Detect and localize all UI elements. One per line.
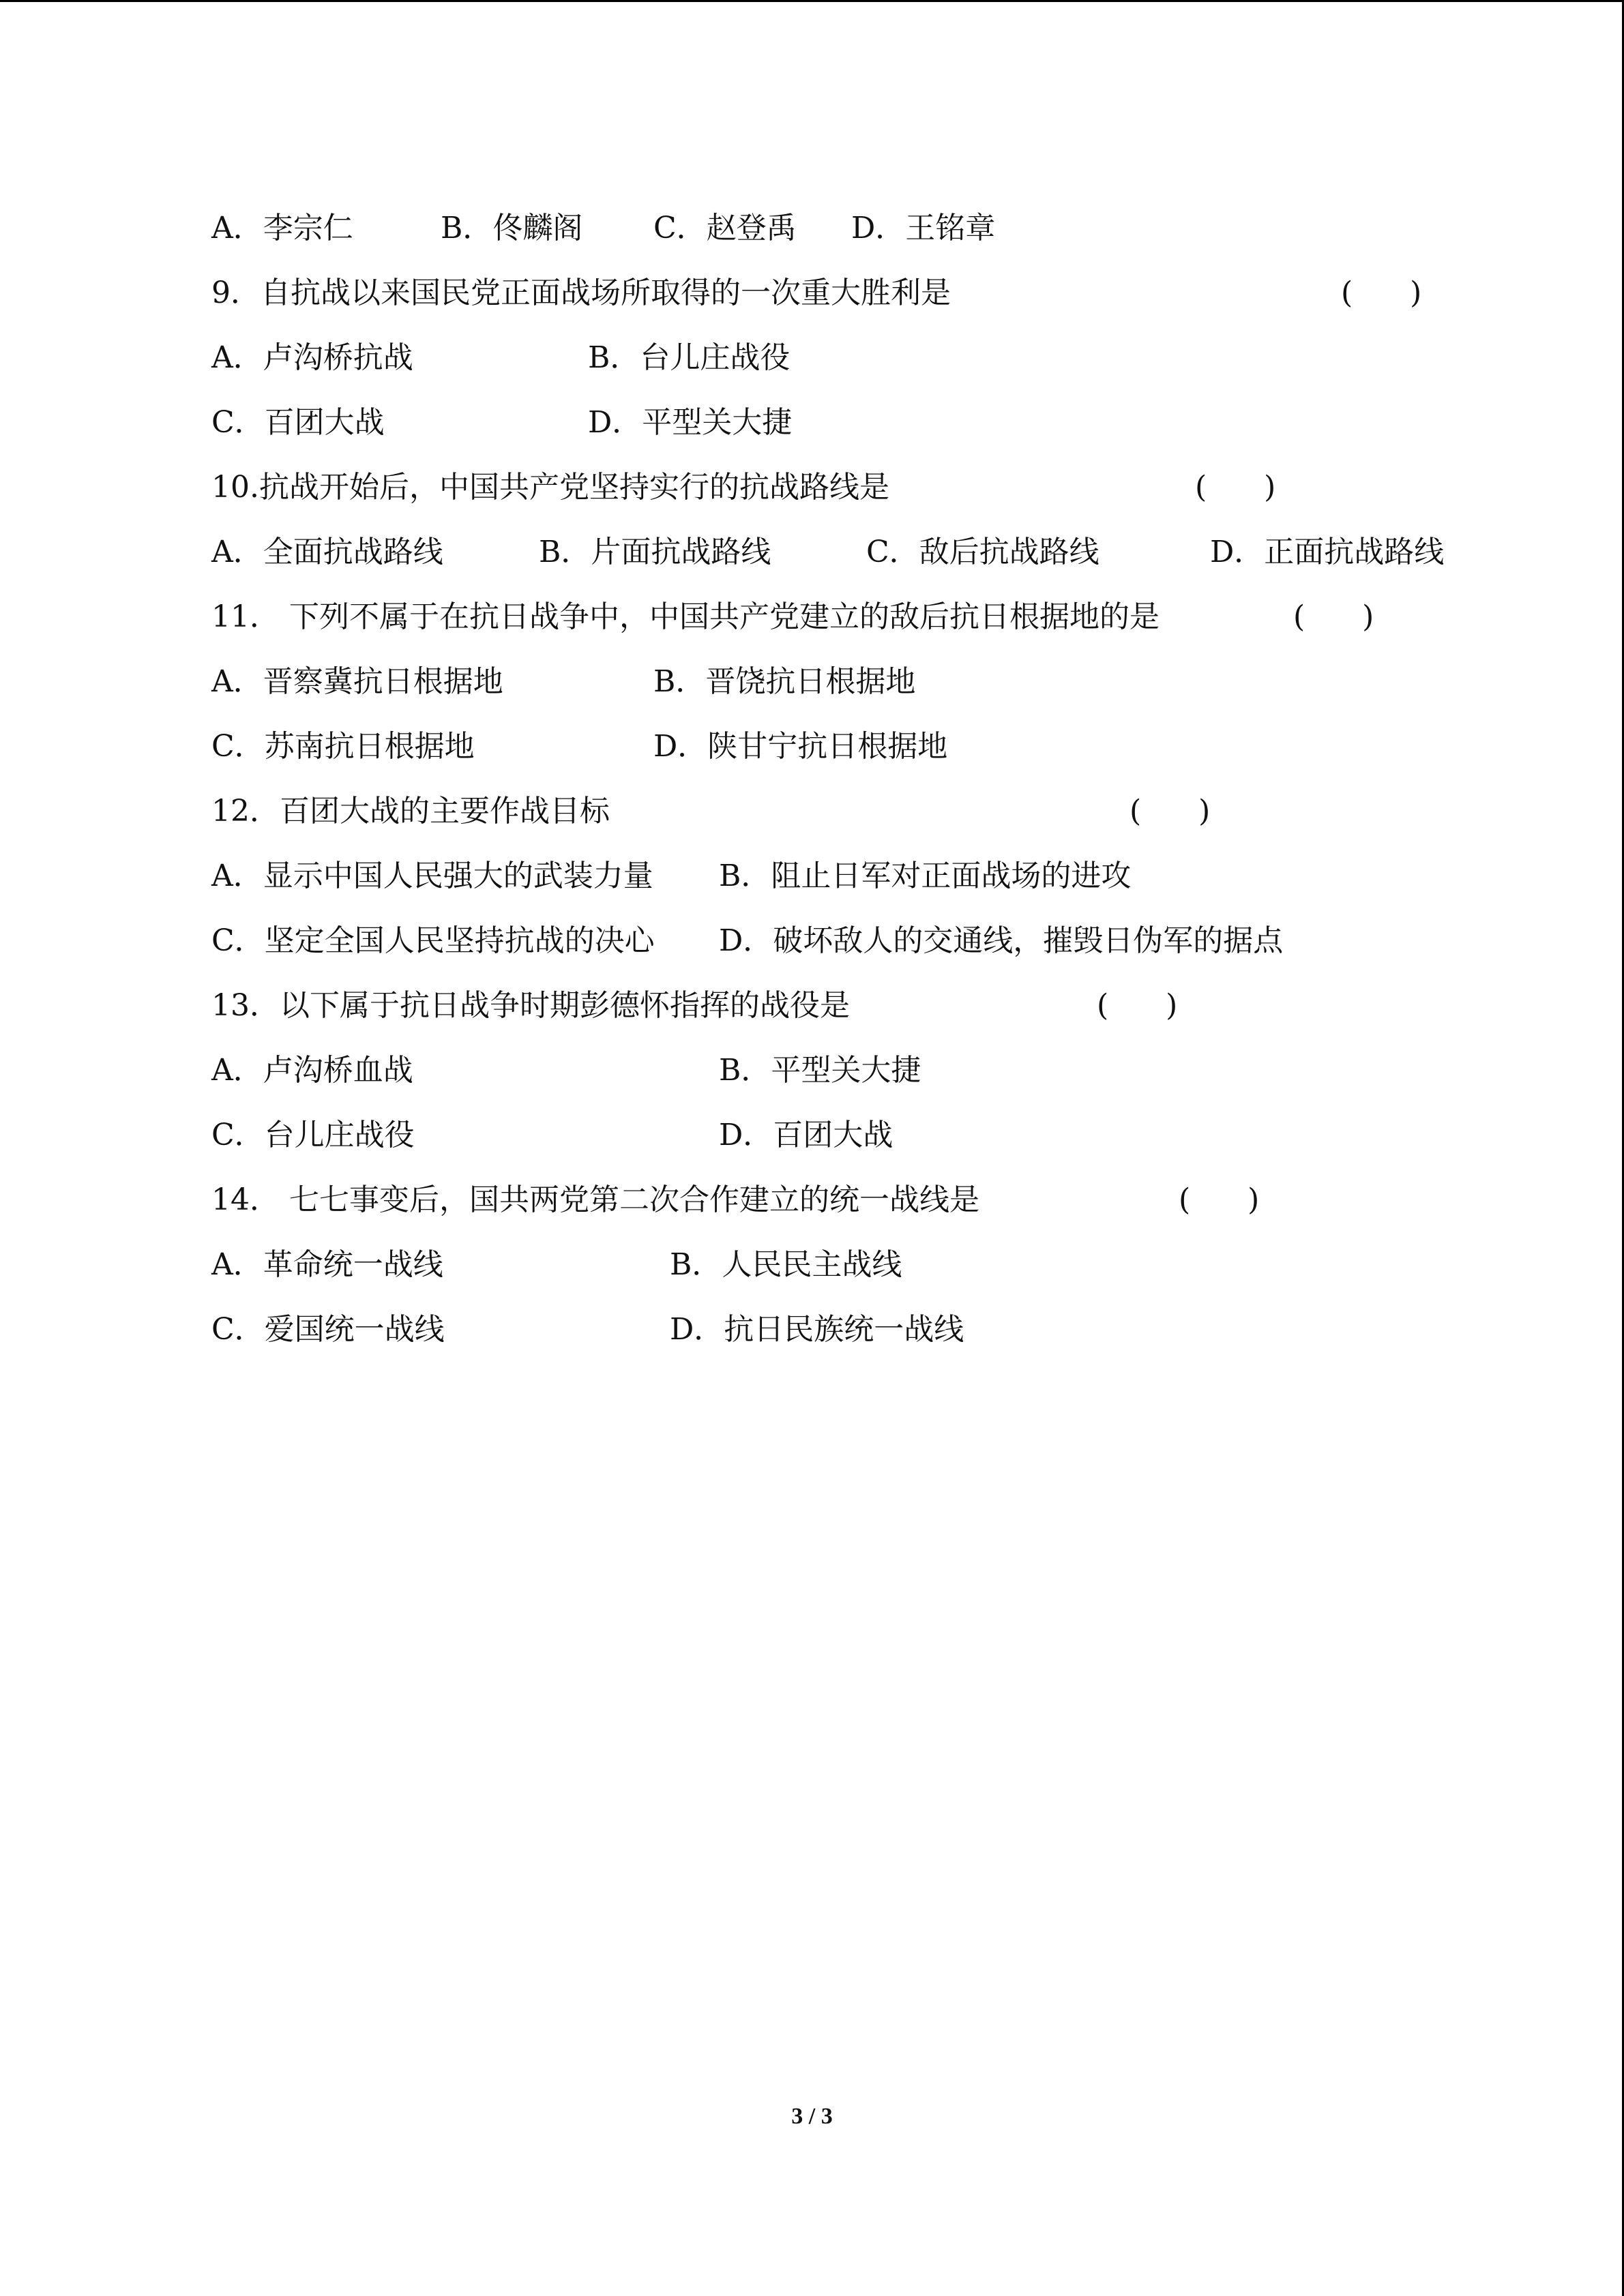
q11-answer-blank: ( ) [1293, 599, 1374, 634]
q10-option-b: B．片面抗战路线 [539, 535, 771, 569]
q11-option-c: C．苏南抗日根据地 [211, 729, 475, 764]
q14-option-d: D．抗日民族统一战线 [670, 1312, 964, 1347]
q10-option-a: A．全面抗战路线 [211, 535, 443, 569]
q10-option-d: D．正面抗战路线 [1210, 535, 1445, 569]
q12-option-a: A．显示中国人民强大的武装力量 [211, 859, 653, 893]
q11-option-a: A．晋察冀抗日根据地 [211, 664, 503, 699]
q8-option-d: D．王铭章 [851, 211, 996, 245]
q9-answer-blank: ( ) [1341, 275, 1422, 310]
q12-option-c: C．坚定全国人民坚持抗战的决心 [211, 923, 655, 958]
q8-option-a: A．李宗仁 [211, 211, 353, 245]
q10-answer-blank: ( ) [1195, 470, 1276, 505]
q11-option-d: D．陕甘宁抗日根据地 [653, 729, 948, 764]
page-number: 3 / 3 [791, 2104, 833, 2129]
q13-stem: 13．以下属于抗日战争时期彭德怀指挥的战役是 [211, 988, 850, 1023]
q9-option-d: D．平型关大捷 [588, 405, 793, 440]
q12-option-d: D．破坏敌人的交通线，摧毁日伪军的据点 [719, 923, 1284, 958]
q9-stem: 9．自抗战以来国民党正面战场所取得的一次重大胜利是 [211, 275, 951, 310]
q13-option-b: B．平型关大捷 [719, 1053, 921, 1088]
q13-option-c: C．台儿庄战役 [211, 1118, 415, 1152]
q14-option-a: A．革命统一战线 [211, 1247, 443, 1282]
q14-answer-blank: ( ) [1179, 1182, 1260, 1217]
q8-option-b: B．佟麟阁 [441, 211, 583, 245]
q13-option-d: D．百团大战 [719, 1118, 894, 1152]
q12-answer-blank: ( ) [1130, 794, 1211, 829]
q8-option-c: C．赵登禹 [653, 211, 797, 245]
q14-stem: 14． 七七事变后，国共两党第二次合作建立的统一战线是 [211, 1182, 979, 1217]
q13-option-a: A．卢沟桥血战 [211, 1053, 413, 1088]
q12-option-b: B．阻止日军对正面战场的进攻 [719, 859, 1132, 893]
q11-option-b: B．晋饶抗日根据地 [653, 664, 916, 699]
q10-option-c: C．敌后抗战路线 [866, 535, 1099, 569]
q14-option-b: B．人民民主战线 [670, 1247, 902, 1282]
q9-option-a: A．卢沟桥抗战 [211, 340, 413, 375]
q12-stem: 12．百团大战的主要作战目标 [211, 794, 610, 829]
q13-answer-blank: ( ) [1097, 988, 1178, 1023]
q9-option-b: B．台儿庄战役 [588, 340, 791, 375]
q11-stem: 11． 下列不属于在抗日战争中，中国共产党建立的敌后抗日根据地的是 [211, 599, 1160, 634]
q10-stem: 10.抗战开始后，中国共产党坚持实行的抗战路线是 [211, 470, 889, 505]
q14-option-c: C．爱国统一战线 [211, 1312, 445, 1347]
q9-option-c: C．百团大战 [211, 405, 385, 440]
